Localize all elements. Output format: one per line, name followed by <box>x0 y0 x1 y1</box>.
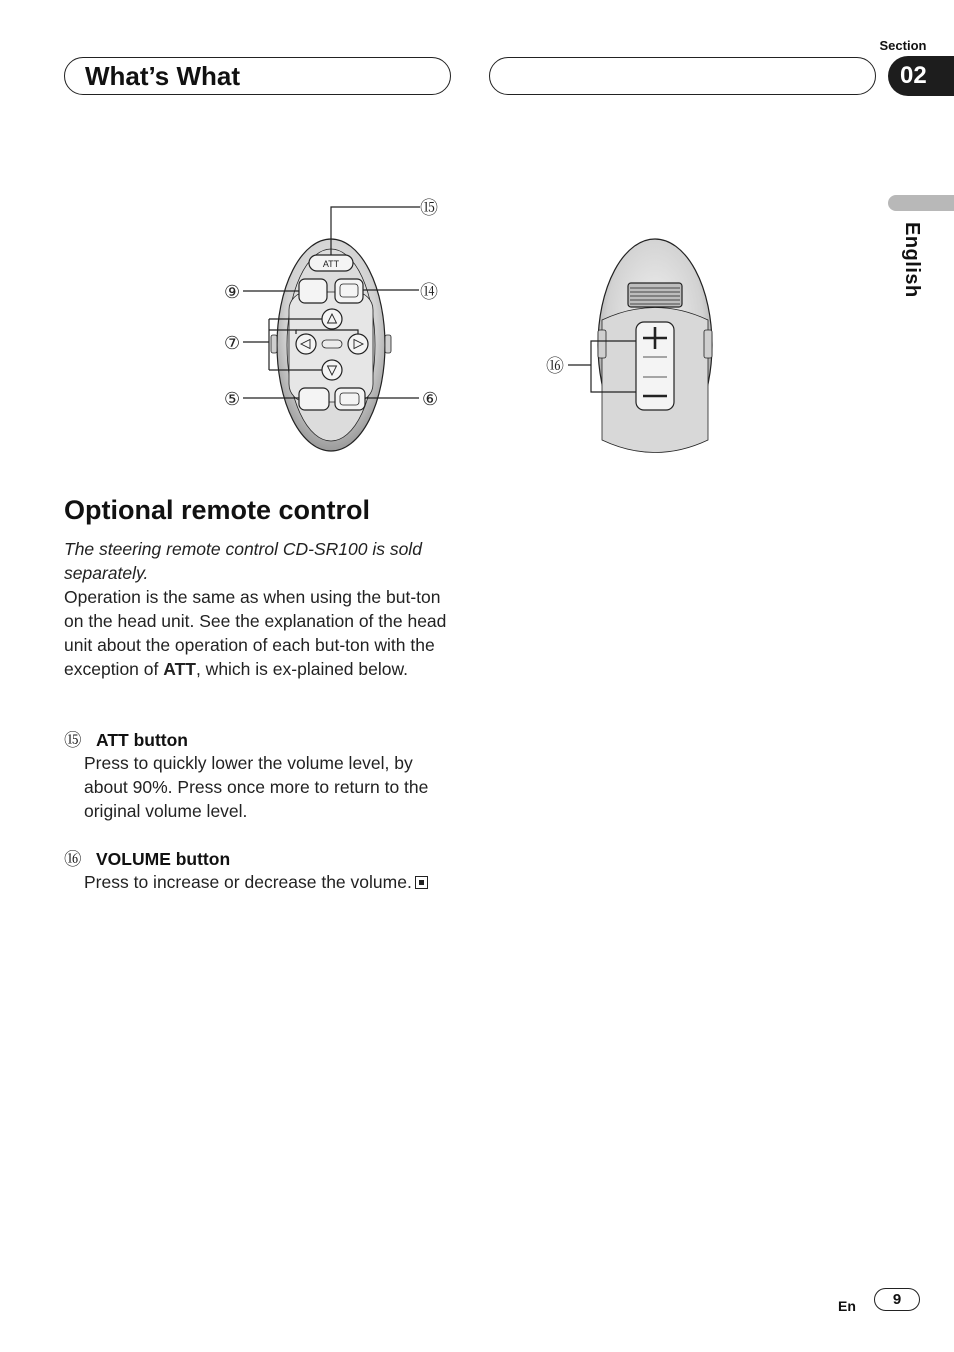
key-5 <box>299 388 329 410</box>
remote-side-figure <box>568 239 712 453</box>
key-left <box>296 334 316 354</box>
volume-item-title: VOLUME button <box>96 849 231 869</box>
intro-paragraph <box>64 585 454 681</box>
intro-text-end: , which is ex-plained below. <box>195 659 409 679</box>
att-item-number: ⑮ <box>64 730 82 750</box>
volume-item-text: Press to increase or decrease the volume. <box>84 872 412 892</box>
intro-text-start: Operation is the same as when using the but-ton on the head unit. See the explanation of the head unit about the operation of each but-ton with the exception of <box>64 587 447 679</box>
callout-7: ⑦ <box>224 333 241 354</box>
language-side-label: English <box>901 222 923 298</box>
callout-5: ⑤ <box>224 389 241 410</box>
intro-text-bold: ATT <box>163 659 196 679</box>
end-of-section-icon <box>415 876 428 889</box>
section-label: Section <box>879 38 927 53</box>
page-number: 9 <box>874 1288 920 1311</box>
remote-front-figure <box>243 207 420 451</box>
volume-item-number: ⑯ <box>64 849 82 869</box>
key-down <box>322 360 342 380</box>
callout-16: ⑯ <box>546 356 564 377</box>
att-item-heading <box>64 727 188 752</box>
callout-9: ⑨ <box>224 282 241 303</box>
volume-item-description <box>84 870 456 894</box>
page-heading: Optional remote control <box>64 495 371 525</box>
att-item-title: ATT button <box>96 730 188 750</box>
intro-note: The steering remote control CD-SR100 is sold separately. <box>64 539 422 583</box>
callout-6: ⑥ <box>422 389 439 410</box>
remote-control-illustrations <box>0 0 954 480</box>
key-right <box>348 334 368 354</box>
key-9 <box>299 279 327 303</box>
key-6 <box>335 388 365 410</box>
section-title: What’s What <box>85 61 241 91</box>
volume-item-heading <box>64 846 230 871</box>
key-14 <box>335 279 363 303</box>
section-number-badge: 02 <box>888 56 954 96</box>
att-key-label: ATT <box>322 259 340 269</box>
key-up <box>322 309 342 329</box>
callout-14: ⑭ <box>420 282 438 303</box>
footer-language-code: En <box>838 1298 856 1314</box>
callout-15: ⑮ <box>420 198 438 219</box>
att-item-description: Press to quickly lower the volume level, by about 90%. Press once more to return to the original volume level. <box>84 753 429 821</box>
